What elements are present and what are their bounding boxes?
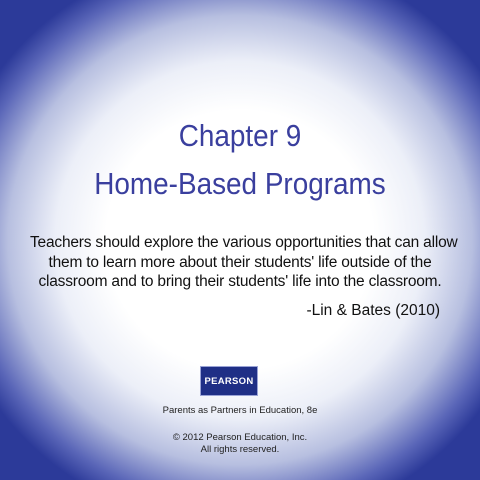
quote-citation: -Lin & Bates (2010) (306, 302, 440, 319)
quote-line: them to learn more about their students' life outside of the (48, 253, 432, 271)
quote-line: Teachers should explore the various opportunities that can allow (30, 234, 458, 251)
book-title: Parents as Partners in Education, 8e (162, 405, 318, 416)
copyright-line: © 2012 Pearson Education, Inc. (172, 432, 308, 443)
rights-line: All rights reserved. (200, 444, 280, 455)
pearson-logo-text: PEARSON (204, 375, 254, 387)
pearson-logo (200, 366, 258, 396)
quote-line: classroom and to bring their students' life into the classroom. (38, 273, 442, 290)
chapter-subtitle: Home-Based Programs (94, 166, 386, 201)
chapter-title: Chapter 9 (178, 118, 302, 153)
quote (30, 233, 458, 292)
